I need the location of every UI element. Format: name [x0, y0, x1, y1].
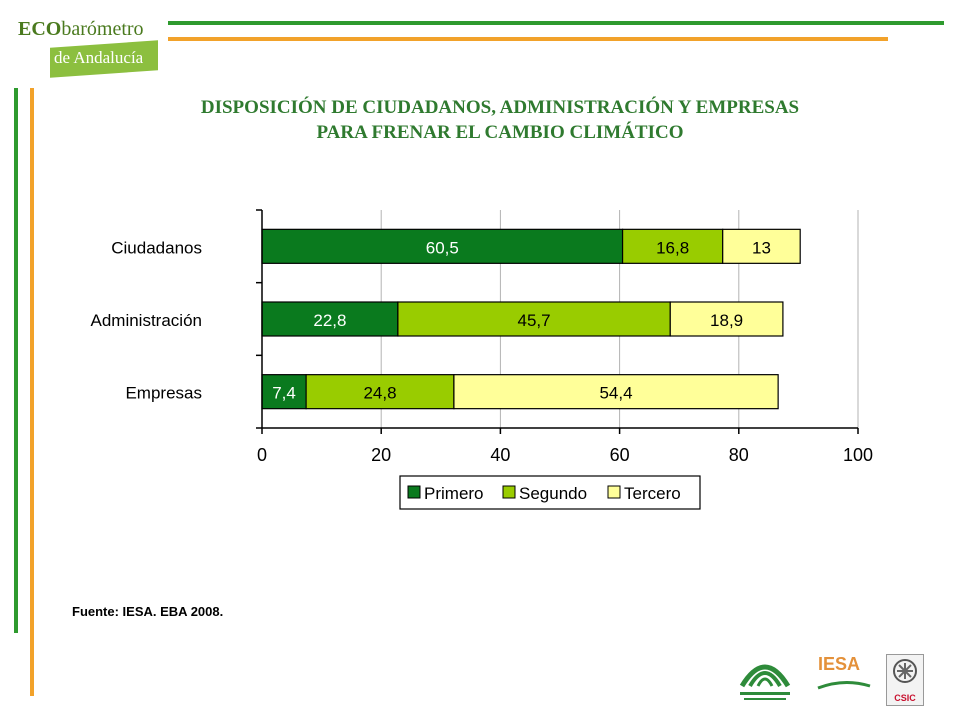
data-label-primero-2: 7,4 [272, 383, 296, 403]
data-label-segundo-0: 16,8 [656, 238, 690, 258]
data-label-segundo-2: 24,8 [363, 383, 397, 403]
logo-subtitle: de Andalucía [54, 48, 144, 67]
data-label-primero-1: 22,8 [313, 311, 347, 330]
footer-logos [730, 652, 950, 712]
data-label-tercero-2: 54,4 [599, 383, 633, 403]
junta-andalucia-logo [734, 652, 796, 704]
legend-label-tercero: Tercero [624, 484, 681, 503]
csic-logo [886, 654, 924, 706]
legend-swatch-tercero [608, 486, 620, 498]
data-label-segundo-1: 45,7 [517, 311, 551, 330]
x-tick-label-60: 60 [609, 445, 630, 465]
iesa-swoosh-icon [816, 680, 872, 692]
source-note: Fuente: IESA. EBA 2008. [72, 604, 224, 619]
chart-title-line-2: PARA FRENAR EL CAMBIO CLIMÁTICO [316, 122, 684, 143]
x-tick-label-0: 0 [256, 445, 268, 465]
data-label-tercero-1: 18,9 [710, 311, 744, 330]
legend-label-primero: Primero [424, 484, 484, 503]
data-label-primero-0: 60,5 [425, 238, 459, 258]
x-tick-label-80: 80 [728, 445, 749, 465]
chart-title-line-1: DISPOSICIÓN DE CIUDADANOS, ADMINISTRACIÓN Y EMPRESAS [200, 97, 800, 118]
legend-swatch-segundo [503, 486, 515, 498]
iesa-logo: IESA [818, 654, 861, 674]
category-label-2: Empresas [125, 383, 202, 403]
data-label-tercero-0: 13 [751, 238, 771, 258]
x-tick-label-100: 100 [842, 445, 874, 465]
legend-label-segundo: Segundo [519, 484, 588, 503]
logo-eco: ECO [18, 18, 62, 40]
x-tick-label-40: 40 [490, 445, 511, 465]
category-label-1: Administración [90, 311, 202, 330]
x-tick-label-20: 20 [371, 445, 392, 465]
logo-barometro: barómetro [61, 18, 144, 40]
csic-emblem-icon [887, 655, 923, 691]
legend-swatch-primero [408, 486, 420, 498]
csic-label: CSIC [894, 693, 916, 703]
category-label-0: Ciudadanos [111, 238, 202, 258]
